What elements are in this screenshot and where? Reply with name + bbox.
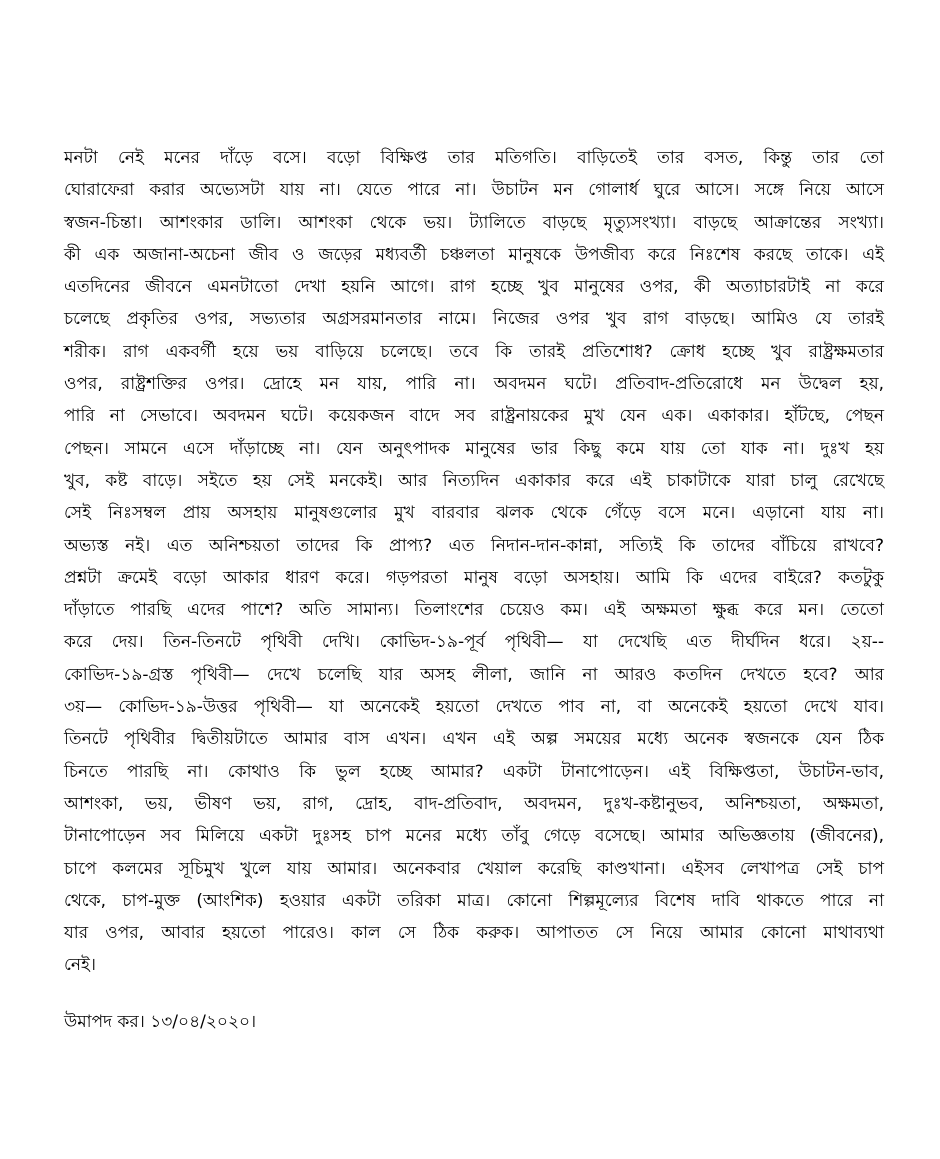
text-line: চিনতে পারছি না। কোথাও কি ভুল হচ্ছে আমার? একটা টানাপোড়েন। এই বিক্ষিপ্ততা, উচাটন-ভাব, (64, 761, 884, 782)
text-line: ৩য়— কোভিদ-১৯-উত্তর পৃথিবী— যা অনেকেই হয়তো দেখতে পাব না, বা অনেকেই হয়তো দেখে যাব। (64, 697, 884, 718)
text-line: যার ওপর, আবার হয়তো পারেও। কাল সে ঠিক করুক। আপাতত সে নিয়ে আমার কোনো মাথাব্যথা (64, 923, 884, 944)
text-line: তিনটে পৃথিবীর দ্বিতীয়টাতে আমার বাস এখন। এখন এই অল্প সময়ের মধ্যে অনেক স্বজনকে যেন ঠিক (64, 729, 884, 750)
text-line: পেছন। সামনে এসে দাঁড়াচ্ছে না। যেন অনুৎপাদক মানুষের ভার কিছু কমে যায় তো যাক না। দুঃখ হয় (64, 438, 884, 459)
text-line: সেই নিঃসম্বল প্রায় অসহায় মানুষগুলোর মুখ বারবার ঝলক থেকে গেঁড়ে বসে মনে। এড়ানো যায় না। (64, 503, 884, 524)
text-line: দাঁড়াতে পারছি এদের পাশে? অতি সামান্য। তিলাংশের চেয়েও কম। এই অক্ষমতা ক্ষুব্ধ করে মন। তেতো (64, 600, 884, 621)
text-line: স্বজন-চিন্তা। আশংকার ডালি। আশংকা থেকে ভয়। ট্যালিতে বাড়ছে মৃত্যুসংখ্যা। বাড়ছে আক্রান্তের সংখ্যা। (64, 212, 884, 233)
text-line: চলেছে প্রকৃতির ওপর, সভ্যতার অগ্রসরমানতার নামে। নিজের ওপর খুব রাগ বাড়ছে। আমিও যে তারই (64, 309, 884, 330)
essay-paragraph (64, 142, 884, 982)
text-line: ঘোরাফেরা করার অভ্যেসটা যায় না। যেতে পারে না। উচাটন মন গোলার্ধ ঘুরে আসে। সঙ্গে নিয়ে আসে (64, 180, 884, 201)
text-line: শরীক। রাগ একবর্গী হয়ে ভয় বাড়িয়ে চলেছে। তবে কি তারই প্রতিশোধ? ক্রোধ হচ্ছে খুব রাষ্ট্রক্ষমতার (64, 341, 884, 362)
text-line: করে দেয়। তিন-তিনটে পৃথিবী দেখি। কোভিদ-১৯-পূর্ব পৃথিবী— যা দেখেছি এত দীর্ঘদিন ধরে। ২য়-- (64, 632, 884, 653)
text-line: আশংকা, ভয়, ভীষণ ভয়, রাগ, দ্রোহ, বাদ-প্রতিবাদ, অবদমন, দুঃখ-কষ্টানুভব, অনিশ্চয়তা, অক্ষমতা, (64, 793, 884, 814)
text-line: কোভিদ-১৯-গ্রস্ত পৃথিবী— দেখে চলেছি যার অসহ লীলা, জানি না আরও কতদিন দেখতে হবে? আর (64, 664, 884, 685)
text-line: অভ্যস্ত নই। এত অনিশ্চয়তা তাদের কি প্রাপ্য? এত নিদান-দান-কান্না, সত্যিই কি তাদের বাঁচিয়ে রাখবে? (64, 535, 884, 556)
text-line: ওপর, রাষ্ট্রশক্তির ওপর। দ্রোহে মন যায়, পারি না। অবদমন ঘটে। প্রতিবাদ-প্রতিরোধে মন উদ্বেল হয়, (64, 374, 884, 395)
text-line: কী এক অজানা-অচেনা জীব ও জড়ের মধ্যবর্তী চঞ্চলতা মানুষকে উপজীব্য করে নিঃশেষ করছে তাকে। এই (64, 244, 884, 265)
text-line: মনটা নেই মনের দাঁড়ে বসে। বড়ো বিক্ষিপ্ত তার মতিগতি। বাড়িতেই তার বসত, কিন্তু তার তো (64, 148, 884, 168)
text-line: পারি না সেভাবে। অবদমন ঘটে। কয়েকজন বাদে সব রাষ্ট্রনায়কের মুখ যেন এক। একাকার। হাঁটছে, পেছন (64, 406, 884, 427)
text-line: থেকে, চাপ-মুক্ত (আংশিক) হওয়ার একটা তরিকা মাত্র। কোনো শিল্পমূল্যের বিশেষ দাবি থাকতে পারে না (64, 890, 884, 911)
text-line: খুব, কষ্ট বাড়ে। সইতে হয় সেই মনকেই। আর নিত্যদিন একাকার করে এই চাকাটাকে যারা চালু রেখেছে (64, 470, 884, 491)
text-line: টানাপোড়েন সব মিলিয়ে একটা দুঃসহ চাপ মনের মধ্যে তাঁবু গেড়ে বসেছে। আমার অভিজ্ঞতায় (জীবনের), (64, 826, 884, 847)
text-line: নেই। (64, 955, 96, 976)
text-line: প্রশ্নটা ক্রমেই বড়ো আকার ধারণ করে। গড়পরতা মানুষ বড়ো অসহায়। আমি কি এদের বাইরে? কতটুকু (64, 567, 884, 588)
text-line: চাপে কলমের সূচিমুখ খুলে যায় আমার। অনেকবার খেয়াল করেছি কাণ্ডখানা। এইসব লেখাপত্র সেই চাপ (64, 858, 884, 879)
author-signature-date: উমাপদ কর। ১৩/০৪/২০২০। (64, 1012, 257, 1032)
text-line: এতদিনের জীবনে এমনটাতো দেখা হয়নি আগে। রাগ হচ্ছে খুব মানুষের ওপর, কী অত্যাচারটাই না করে (64, 277, 884, 298)
